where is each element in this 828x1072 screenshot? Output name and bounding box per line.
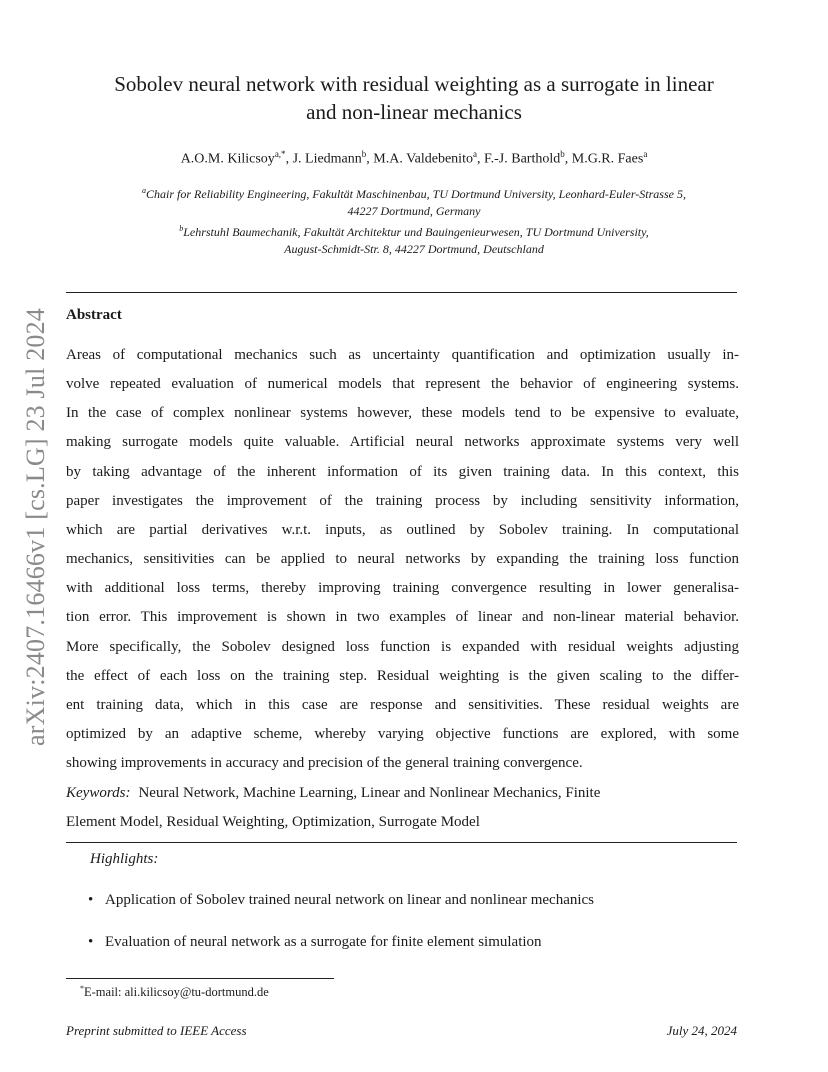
author-name: F.-J. Barthold: [483, 151, 561, 167]
author-affiliation-mark: b: [361, 149, 367, 159]
highlight-text: Evaluation of neural network as a surrogate for finite element simulation: [105, 934, 542, 950]
author-name: A.O.M. Kilicsoy: [180, 151, 275, 167]
keywords-line: [66, 779, 739, 808]
affiliation-mark: a: [142, 186, 147, 195]
footer-submission: Preprint submitted to IEEE Access: [66, 1023, 247, 1038]
affiliation-line: $^b$Lehrstuhl Baumechanik, Fakultät Architektur und Bauingenieurwesen, TU Dortmund University,: [179, 224, 649, 239]
highlight-item: [88, 892, 594, 909]
author-affiliation-mark: b: [560, 149, 565, 159]
abstract-line: In the case of complex nonlinear systems however, these models tend to be expensive to evaluate,: [66, 405, 739, 422]
affiliation-mark: b: [179, 224, 184, 233]
arxiv-identifier[interactable]: arXiv:2407.16466v1 [cs.LG] 23 Jul 2024: [21, 308, 50, 746]
affiliation-line: $^a$Chair for Reliability Engineering, Fakultät Maschinenbau, TU Dortmund University, Leonhard-Euler-Strasse 5,: [142, 186, 686, 201]
title-line: and non-linear mechanics: [306, 100, 522, 124]
footer-date: July 24, 2024: [666, 1023, 737, 1038]
highlights-heading: Highlights:: [90, 851, 159, 867]
keywords-line: Element Model, Residual Weighting, Optimization, Surrogate Model: [66, 814, 480, 830]
title-line: Sobolev neural network with residual weighting as a surrogate in linear: [114, 72, 714, 96]
abstract-heading: Abstract: [66, 307, 122, 323]
author-list: A.O.M. Kilicsoy$^{a,*}$, J. Liedmann$^b$, M.A. Valdebenito$^a$, F.-J. Barthold$^b$, M.G.R. Faes$^a$: [180, 149, 648, 167]
author-affiliation-mark: a: [643, 149, 648, 159]
abstract-line: optimized by an adaptive scheme, whereby varying objective functions are explored, with some: [66, 726, 739, 743]
affiliation-line: August-Schmidt-Str. 8, 44227 Dortmund, Deutschland: [284, 242, 544, 256]
abstract-line: with additional loss terms, thereby improving training convergence resulting in lower generalisa-: [66, 580, 739, 597]
author-name: M.A. Valdebenito: [373, 151, 473, 167]
abstract-line: mechanics, sensitivities can be applied to neural networks by expanding the training loss function: [66, 551, 739, 568]
footnote: [80, 984, 269, 1000]
footnote-email[interactable]: E-mail: ali.kilicsoy@tu-dortmund.de: [84, 985, 269, 1000]
abstract-line: tion error. This improvement is shown in two examples of linear and non-linear material behavior.: [66, 609, 739, 626]
author-name: J. Liedmann: [292, 151, 362, 167]
affiliations: [60, 182, 768, 258]
abstract-text: [66, 341, 739, 778]
author-name: M.G.R. Faes: [571, 151, 644, 167]
abstract-bottom-rule: [66, 842, 737, 843]
abstract-top-rule: [66, 292, 737, 293]
abstract-line: ent training data, which in this case are response and sensitivities. These residual weights are: [66, 696, 739, 713]
abstract-line: the effect of each loss on the training step. Residual weighting is the given scaling to the differ-: [66, 667, 739, 684]
affiliation-line: 44227 Dortmund, Germany: [347, 204, 481, 218]
author-affiliation-mark: a,*: [274, 149, 286, 159]
highlight-text: Application of Sobolev trained neural network on linear and nonlinear mechanics: [105, 892, 595, 908]
abstract-line: showing improvements in accuracy and precision of the general training convergence.: [66, 755, 583, 772]
footnote-rule: [66, 978, 334, 979]
author-affiliation-mark: a: [472, 149, 477, 159]
keywords-block: [66, 779, 739, 837]
abstract-line: Areas of computational mechanics such as uncertainty quantification and optimization usually in-: [66, 347, 739, 363]
abstract-line: which are partial derivatives w.r.t. inputs, as outlined by Sobolev training. In computational: [66, 521, 739, 538]
abstract-line: More specifically, the Sobolev designed loss function is expanded with residual weights adjusting: [66, 638, 739, 655]
footnote-mark: *: [80, 984, 84, 993]
abstract-line: volve repeated evaluation of numerical models that represent the behavior of engineering systems.: [66, 376, 739, 393]
highlight-item: [88, 934, 542, 951]
abstract-line: making surrogate models quite valuable. Artificial neural networks approximate systems very well: [66, 434, 739, 451]
keywords-text: Neural Network, Machine Learning, Linear and Nonlinear Mechanics, Finite: [138, 785, 601, 801]
keywords-label: Keywords:: [66, 785, 131, 801]
abstract-line: by taking advantage of the inherent information of its given training data. In this context, this: [66, 463, 739, 480]
paper-title: [60, 70, 768, 126]
abstract-line: paper investigates the improvement of the training process by including sensitivity information,: [66, 492, 739, 509]
bullet-icon: •: [88, 892, 94, 908]
bullet-icon: •: [88, 934, 94, 950]
